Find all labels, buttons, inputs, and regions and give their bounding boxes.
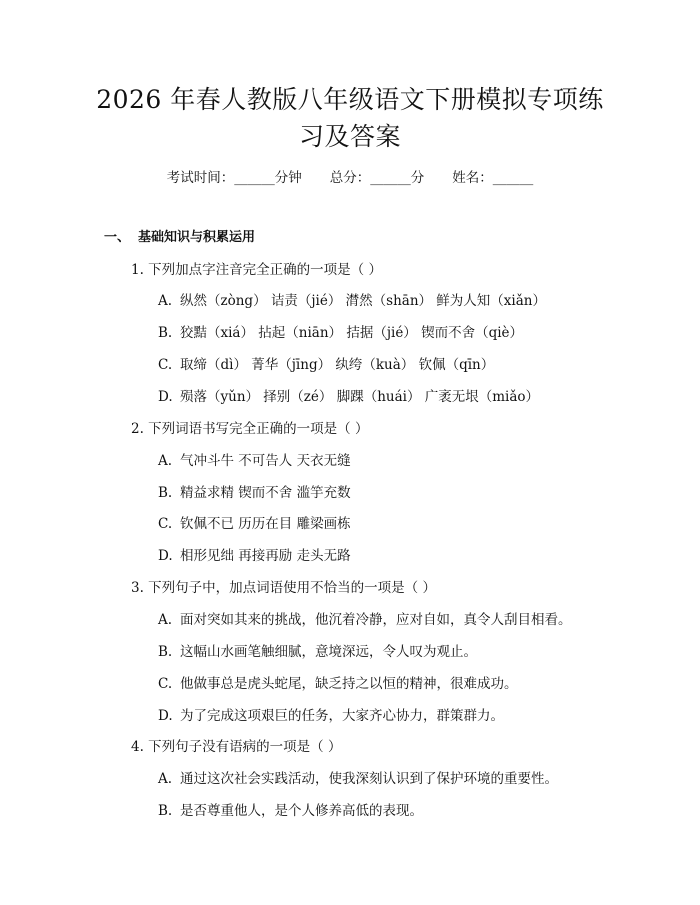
option-text: 面对突如其来的挑战，他沉着冷静，应对自如，真令人刮目相看。 (180, 612, 572, 628)
question-2-stem: 2. 下列词语书写完全正确的一项是（ ） (131, 421, 369, 437)
section-title: 基础知识与积累运用 (138, 230, 256, 245)
question-3-option-c (158, 674, 518, 694)
option-text: 钦佩不已 历历在目 雕梁画栋 (180, 516, 351, 532)
question-1-option-c (158, 355, 494, 375)
question-3-option-b (158, 642, 477, 662)
question-1-option-b (158, 323, 523, 343)
total-score-field: 总分：______分 (329, 170, 425, 186)
student-name-field: 姓名：______ (452, 170, 534, 186)
option-text: 精益求精 锲而不舍 滥竽充数 (180, 485, 351, 501)
option-text: 狡黠（xiá） 拈起（niān） 拮据（jié） 锲而不舍（qiè） (180, 325, 524, 341)
option-letter: A. (158, 612, 173, 628)
option-letter: B. (158, 485, 173, 501)
option-text: 殒落（yǔn） 择别（zé） 脚踝（huái） 广袤无垠（miǎo） (180, 389, 540, 405)
question-4-stem: 4. 下列句子没有语病的一项是（ ） (131, 739, 342, 755)
option-letter: D. (158, 708, 173, 724)
option-letter: B. (158, 644, 173, 660)
document-title-line-2: 习及答案 (298, 122, 401, 151)
question-1-option-a (158, 291, 546, 311)
option-letter: B. (158, 325, 173, 341)
question-2-option-a (158, 451, 351, 471)
question-3-stem: 3. 下列句子中，加点词语使用不恰当的一项是（ ） (131, 580, 436, 596)
question-1-option-d (158, 387, 539, 407)
option-letter: A. (158, 453, 173, 469)
option-text: 气冲斗牛 不可告人 天衣无缝 (180, 453, 351, 469)
option-text: 这幅山水画笔触细腻，意境深远，令人叹为观止。 (180, 644, 477, 660)
exam-time-field: 考试时间：______分钟 (166, 170, 302, 186)
option-text: 相形见绌 再接再励 走头无路 (180, 548, 351, 564)
option-letter: B. (158, 803, 173, 819)
question-4-option-a (158, 769, 558, 789)
question-2-option-d (158, 546, 351, 566)
question-3-option-d (158, 706, 504, 726)
option-text: 纵然（zòng） 诘责（jié） 潸然（shān） 鲜为人知（xiǎn） (180, 293, 546, 309)
option-letter: C. (158, 676, 173, 692)
section-number: 一、 (104, 230, 131, 245)
question-2-option-c (158, 514, 351, 534)
option-text: 是否尊重他人，是个人修养高低的表现。 (180, 803, 423, 819)
exam-meta (0, 168, 700, 188)
question-4-option-b (158, 801, 423, 821)
section-heading (104, 228, 255, 248)
option-letter: A. (158, 293, 173, 309)
option-letter: C. (158, 357, 173, 373)
question-2-option-b (158, 483, 351, 503)
option-letter: D. (158, 548, 173, 564)
option-text: 取缔（dì） 菁华（jīng） 纨绔（kuà） 钦佩（qīn） (180, 357, 495, 373)
question-1-stem: 1. 下列加点字注音完全正确的一项是（ ） (131, 262, 382, 278)
document-title-line-1: 2026 年春人教版八年级语文下册模拟专项练 (96, 85, 604, 114)
question-3-option-a (158, 610, 572, 630)
option-letter: D. (158, 389, 173, 405)
option-letter: A. (158, 771, 173, 787)
option-letter: C. (158, 516, 173, 532)
option-text: 为了完成这项艰巨的任务，大家齐心协力，群策群力。 (180, 708, 504, 724)
option-text: 通过这次社会实践活动，使我深刻认识到了保护环境的重要性。 (180, 771, 558, 787)
option-text: 他做事总是虎头蛇尾，缺乏持之以恒的精神，很难成功。 (180, 676, 518, 692)
